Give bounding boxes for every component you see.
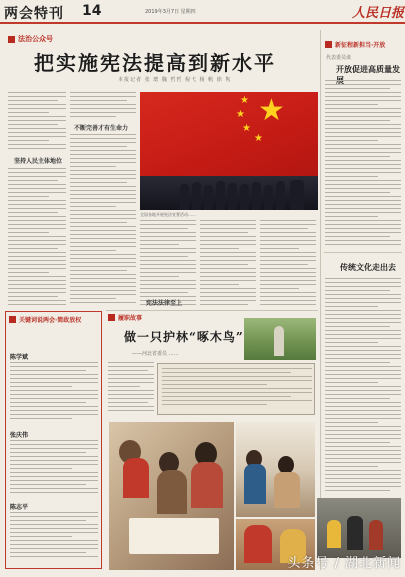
- right-column-title: 开放促进高质量发: [336, 65, 400, 74]
- keyword-box: [5, 311, 102, 569]
- tag-square-icon: [325, 41, 332, 48]
- tag-square-icon: [8, 36, 15, 43]
- speaker-name: 张庆伟: [10, 432, 29, 439]
- top-story-headline: 把实施宪法提高到新水平: [34, 51, 276, 75]
- watermark: 头条号 / 湖北新闻: [287, 556, 401, 571]
- middle-story-tag: 履职故事: [108, 313, 142, 322]
- speaker-text: [10, 512, 98, 564]
- article-column: [325, 278, 401, 494]
- article-column: [260, 220, 316, 310]
- page-number: 14: [82, 3, 102, 19]
- article-column: [325, 80, 401, 250]
- masthead: [0, 0, 405, 24]
- constitution-oath-photo: [140, 92, 318, 210]
- classroom-photo: [109, 422, 234, 570]
- section-title: 两会特刊: [4, 6, 64, 22]
- keyword-box-tag: 关键词说两会·简政放权: [9, 315, 81, 324]
- tag-square-icon: [9, 316, 16, 323]
- flag-star-icon: ★: [236, 109, 245, 120]
- article-column: [8, 92, 66, 152]
- middle-story-byline: ——河北省委员 ……: [132, 351, 179, 357]
- middle-story-title: 做一只护林“啄木鸟”: [124, 330, 244, 344]
- flag-star-icon: ★: [254, 133, 263, 144]
- speaker-text: [10, 440, 98, 498]
- tag-square-icon: [108, 314, 115, 321]
- section-divider: [106, 310, 318, 311]
- newspaper-logo: 人民日报: [352, 6, 405, 21]
- article-column: [8, 168, 66, 308]
- flag-star-icon: ★: [258, 93, 285, 128]
- right-column-tag: 新征程新担当·开放: [325, 40, 385, 49]
- subhead: 宪法法律至上: [146, 300, 183, 307]
- forest-ranger-photo: [244, 318, 316, 360]
- flag-star-icon: ★: [240, 95, 249, 106]
- subhead: 不断完善才有生命力: [74, 125, 129, 132]
- right-column-subtitle: 代表委员谈: [326, 55, 352, 61]
- crowd-silhouette: [140, 176, 318, 210]
- flag-star-icon: ★: [242, 123, 251, 134]
- ceremony-photo: [317, 498, 401, 558]
- issue-date: 2019年3月7日 星期四: [145, 9, 196, 15]
- top-story-tag: 法治公众号: [8, 34, 53, 44]
- article-column: [70, 92, 136, 120]
- article-column: [140, 220, 196, 310]
- top-story-byline: 本报记者 张 璁 魏 哲哲 倪弋 杨 帆 徐 隽: [118, 77, 232, 83]
- quote-text: [162, 368, 312, 412]
- article-column: [200, 220, 256, 310]
- speaker-text: [10, 362, 98, 422]
- photo-caption: 全国各地开展宪法宣誓活动……: [140, 212, 196, 217]
- speaker-name: 陈学斌: [10, 354, 29, 361]
- teaching-photo: [236, 422, 315, 517]
- article-column: [70, 134, 136, 308]
- speaker-name: 陈志平: [10, 504, 29, 511]
- right-column-title: 传统文化走出去: [340, 263, 396, 272]
- section-divider: [324, 252, 402, 253]
- subhead: 坚持人民主体地位: [14, 158, 63, 165]
- column-divider: [320, 30, 321, 570]
- quote-box: [157, 363, 315, 415]
- article-column: [108, 362, 154, 418]
